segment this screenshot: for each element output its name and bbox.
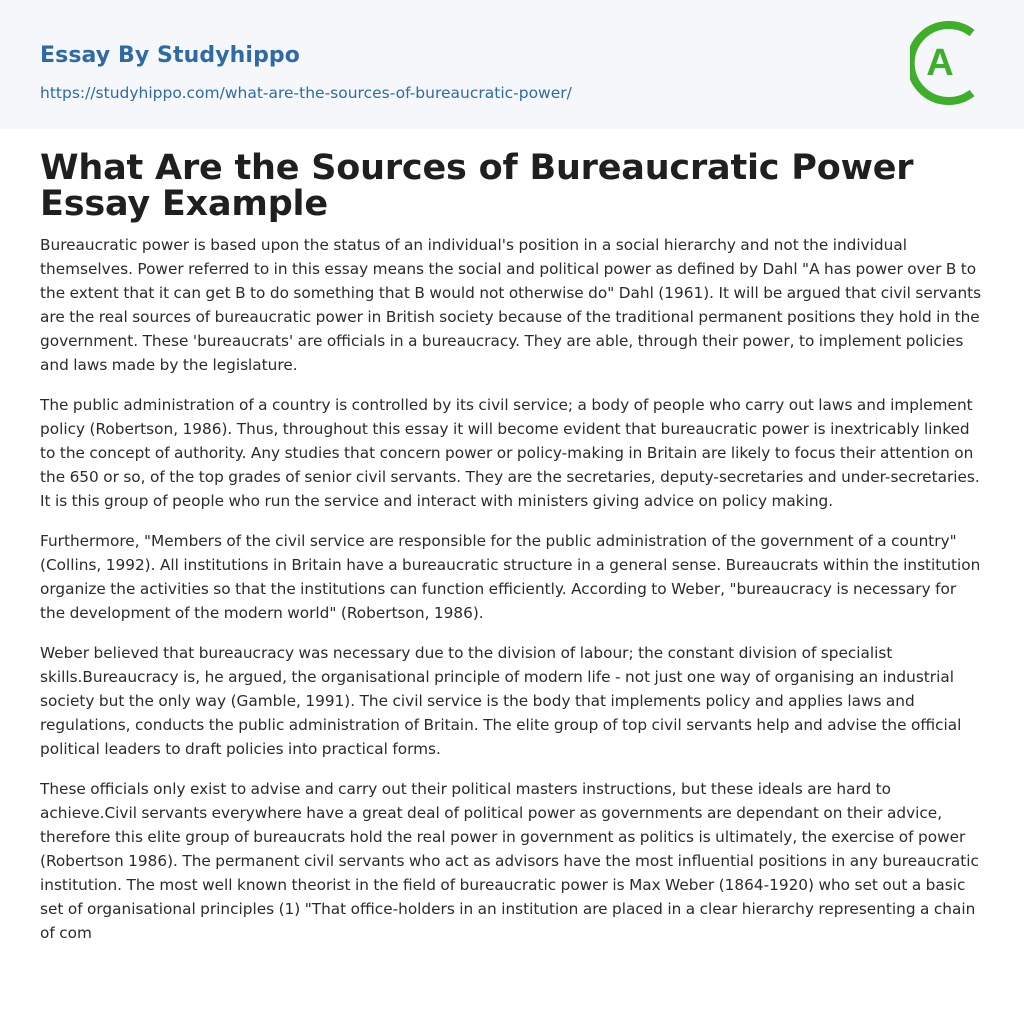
article-paragraph: Furthermore, "Members of the civil service are responsible for the public administration of the government of a country" (Collins, 1992). All institutions in Britain have a bureaucratic structure in a general sense. Bureaucrats within the institution organize the activities so that the institutions can function efficiently. According to Weber, "bureaucracy is necessary for the development of the modern world" (Robertson, 1986). (40, 532, 981, 622)
studyhippo-logo-icon[interactable] (910, 19, 988, 107)
article-paragraph: These officials only exist to advise and carry out their political masters instructions, but these ideals are hard to achieve.Civil servants everywhere have a great deal of political power as governments are dependant on their advice, therefore this elite group of bureaucrats hold the real power in government as politics is ultimately, the exercise of power (Robertson 1986). The permanent civil servants who act as advisors have the most influential positions in any bureaucratic institution. The most well known theorist in the field of bureaucratic power is Max Weber (1864-1920) who set out a basic set of organisational principles (1) "That office-holders in an institution are placed in a clear hierarchy representing a chain of com (40, 780, 979, 942)
article-paragraph: Bureaucratic power is based upon the status of an individual's position in a social hierarchy and not the individual themselves. Power referred to in this essay means the social and political power as defined by Dahl "A has power over B to the extent that it can get B to do something that B would not otherwise do" Dahl (1961). It will be argued that civil servants are the real sources of bureaucratic power in British society because of the traditional permanent positions they hold in the government. These 'bureaucrats' are officials in a bureaucracy. They are able, through their power, to implement policies and laws made by the legislature. (40, 236, 982, 374)
brand-title[interactable]: Essay By Studyhippo (40, 43, 300, 68)
article-paragraph: The public administration of a country is controlled by its civil service; a body of people who carry out laws and implement policy (Robertson, 1986). Thus, throughout this essay it will become evident that bureaucratic power is inextricably linked to the concept of authority. Any studies that concern power or policy-making in Britain are likely to focus their attention on the 650 or so, of the top grades of senior civil servants. They are the secretaries, deputy-secretaries and under-secretaries. It is this group of people who run the service and interact with ministers giving advice on policy making. (40, 396, 980, 510)
site-header (0, 0, 1024, 129)
logo-letter: A (926, 42, 954, 84)
article-paragraph: Weber believed that bureaucracy was necessary due to the division of labour; the constant division of specialist skills.Bureaucracy is, he argued, the organisational principle of modern life - not just one way of organising an industrial society but the only way (Gamble, 1991). The civil service is the body that implements policy and applies laws and regulations, conducts the public administration of Britain. The elite group of top civil servants help and advise the official political leaders to draft policies into practical forms. (40, 644, 962, 758)
source-url-link[interactable]: https://studyhippo.com/what-are-the-sources-of-bureaucratic-power/ (40, 84, 572, 102)
page-title: What Are the Sources of Bureaucratic Power Essay Example (40, 148, 914, 224)
article-body (0, 150, 1024, 945)
